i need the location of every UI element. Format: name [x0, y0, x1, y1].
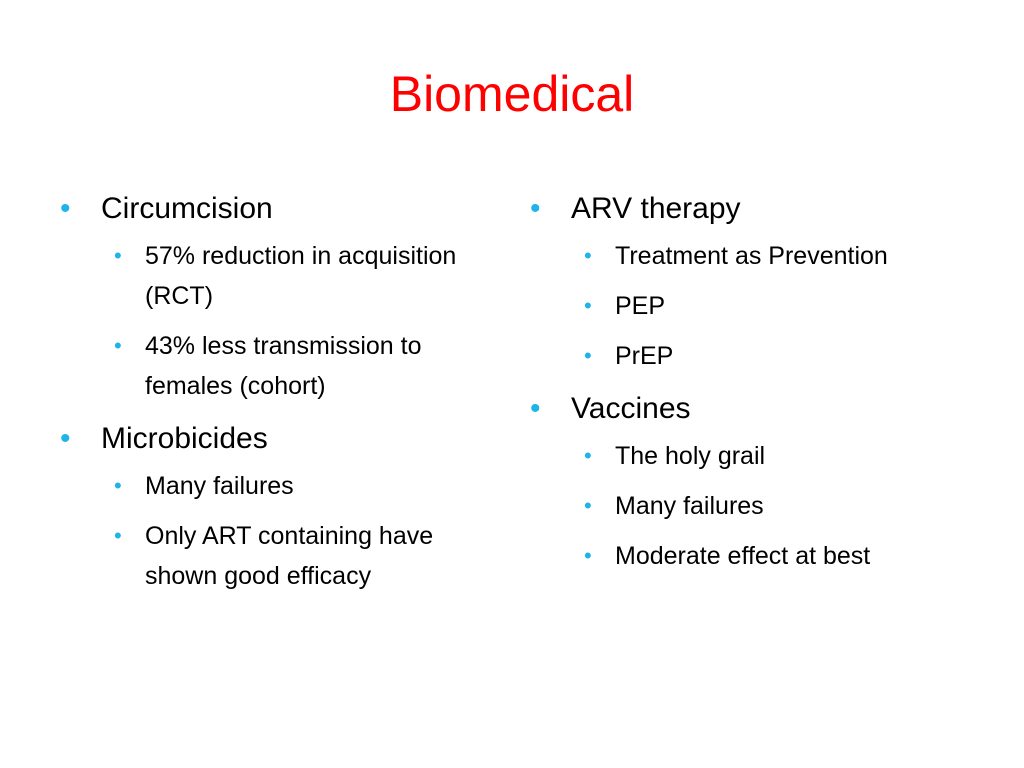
sub-bullet-item: [584, 236, 970, 276]
bullet-icon: •: [114, 333, 122, 358]
bullet-icon: •: [584, 493, 592, 518]
bullet-text: Circumcision: [101, 192, 273, 225]
bullet-icon: •: [530, 392, 541, 425]
left-column: [60, 186, 490, 606]
bullet-icon: •: [584, 543, 592, 568]
bullet-group-microbicides: [60, 416, 490, 596]
bullet-icon: •: [584, 343, 592, 368]
slide-title: Biomedical: [389, 66, 635, 122]
sub-bullet-item: [584, 336, 970, 376]
sub-bullet-item: [114, 516, 490, 596]
sub-bullet-item: [584, 436, 970, 476]
sub-bullet-text: 57% reduction in acquisition (RCT): [145, 242, 457, 310]
bullet-text: Microbicides: [101, 422, 268, 455]
sub-bullet-text: 43% less transmission to females (cohort): [145, 332, 422, 400]
sub-bullet-text: Many failures: [615, 492, 764, 520]
bullet-group-vaccines: [530, 386, 970, 576]
bullet-icon: •: [114, 473, 122, 498]
sub-bullet-item: [114, 466, 490, 506]
sub-bullet-text: Treatment as Prevention: [615, 242, 888, 270]
bullet-icon: •: [584, 293, 592, 318]
bullet-item: [530, 386, 970, 432]
bullet-item: [60, 186, 490, 232]
bullet-text: Vaccines: [571, 392, 691, 425]
sub-bullet-text: PEP: [615, 292, 666, 320]
sub-bullet-text: Moderate effect at best: [615, 542, 871, 570]
sub-bullet-text: Only ART containing have shown good efficacy: [145, 522, 434, 590]
sub-bullet-item: [114, 326, 490, 406]
sub-bullet-text: The holy grail: [615, 442, 766, 470]
sub-bullet-text: PrEP: [615, 342, 674, 370]
bullet-group-circumcision: [60, 186, 490, 406]
sub-bullet-item: [584, 486, 970, 526]
right-column: [530, 186, 970, 586]
bullet-icon: •: [584, 443, 592, 468]
bullet-icon: •: [60, 192, 71, 225]
sub-bullet-list: [584, 436, 970, 576]
bullet-icon: •: [114, 243, 122, 268]
sub-bullet-list: [114, 466, 490, 596]
sub-bullet-text: Many failures: [145, 472, 294, 500]
bullet-group-arv-therapy: [530, 186, 970, 376]
bullet-item: [60, 416, 490, 462]
bullet-item: [530, 186, 970, 232]
sub-bullet-list: [114, 236, 490, 406]
sub-bullet-item: [584, 536, 970, 576]
sub-bullet-item: [114, 236, 490, 316]
bullet-text: ARV therapy: [571, 192, 741, 225]
sub-bullet-item: [584, 286, 970, 326]
bullet-icon: •: [60, 422, 71, 455]
bullet-icon: •: [584, 243, 592, 268]
bullet-icon: •: [114, 523, 122, 548]
bullet-icon: •: [530, 192, 541, 225]
sub-bullet-list: [584, 236, 970, 376]
